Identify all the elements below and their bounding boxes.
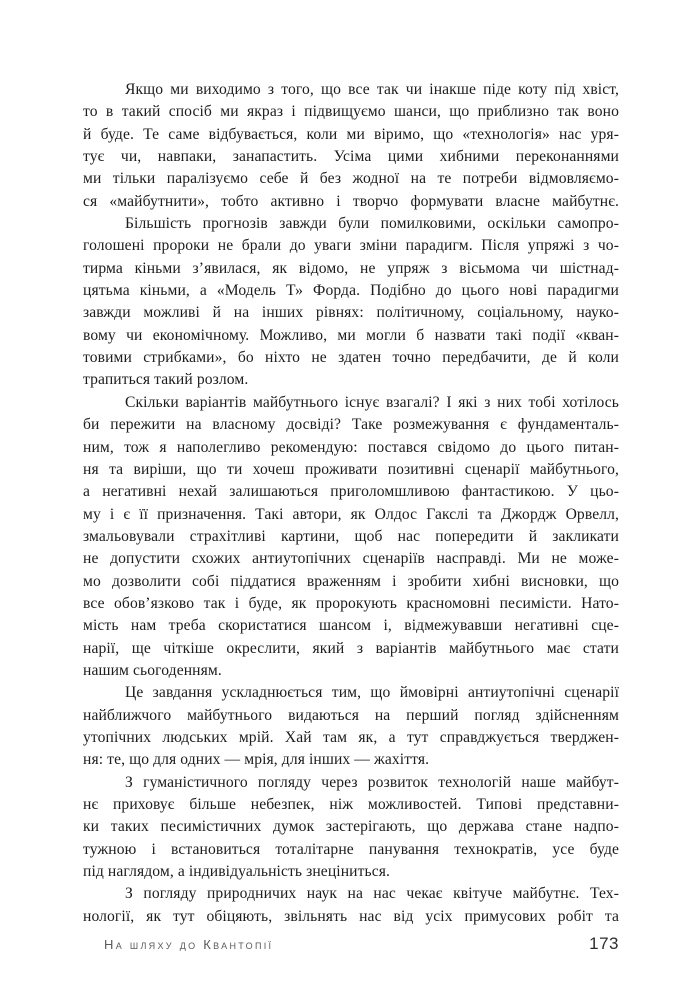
text-line: ки таких песимістичних думок застерігають, що держава стане надпо- bbox=[83, 818, 619, 836]
text-line: змальовували страхітливі картини, щоб нас попередити й закликати bbox=[83, 527, 619, 545]
text-line: то в такий спосіб ми якраз і підвищуємо шанси, що приблизно так воно bbox=[83, 103, 619, 121]
text-line: все обов’язково так і буде, як пророкують красномовні песимісти. Нато- bbox=[83, 594, 619, 612]
text-line: ся «майбутнити», тобто активно і творчо формувати власне майбутнє. bbox=[83, 192, 619, 210]
text-line: утопічних людських мрій. Хай там як, а тут справджується тверджен- bbox=[83, 728, 619, 746]
text-line: під наглядом, а індивідуальність знеціниться. bbox=[83, 863, 391, 881]
text-line: би пережити на власному досвіді? Таке розмежування є фундаменталь- bbox=[83, 416, 619, 434]
text-line: не допустити схожих антиутопічних сценаріїв насправді. Ми не може- bbox=[83, 550, 619, 568]
text-line: вому чи економічному. Можливо, ми могли б назвати такі події «кван- bbox=[83, 326, 619, 344]
text-line: тужною і встановиться тоталітарне панування технократів, усе буде bbox=[83, 840, 619, 858]
text-line: нє приховує більше небезпек, ніж можливостей. Типові представни- bbox=[83, 796, 619, 813]
text-line: Більшість прогнозів завжди були помилковими, оскільки самопро- bbox=[125, 215, 619, 233]
text-line: завжди можливі й на інших рівнях: політичному, соціальному, науко- bbox=[83, 304, 619, 322]
page-number: 173 bbox=[589, 934, 619, 953]
text-line: тує чи, навпаки, занапастить. Усіма цими хибними переконаннями bbox=[83, 148, 619, 166]
text-line: ми тільки паралізуємо себе й без жодної на те потреби відмовляємо- bbox=[83, 170, 619, 188]
text-line: ня: те, що для одних — мрія, для інших — жахіття. bbox=[83, 751, 430, 769]
text-line: ним, тож я наполегливо рекомендую: постався свідомо до цього питан- bbox=[83, 438, 619, 456]
running-title: На шляху до Квантопії bbox=[104, 937, 274, 952]
text-line: голошені пророки не брали до уваги зміни парадигм. Після упряжі з чо- bbox=[83, 237, 619, 255]
text-line: З погляду природничих наук на нас чекає квітуче майбутнє. Тех- bbox=[125, 885, 619, 903]
page-footer bbox=[83, 934, 619, 954]
text-line: цятьма кіньми, а «Модель Т» Форда. Подібно до цього нові парадигми bbox=[83, 282, 619, 300]
text-line: й буде. Те саме відбувається, коли ми віримо, що «технологія» нас уря- bbox=[83, 125, 619, 143]
text-line: му і є її призначення. Такі автори, як Олдос Гакслі та Джордж Орвелл, bbox=[83, 505, 619, 523]
paragraph bbox=[83, 79, 619, 213]
text-line: З гуманістичного погляду через розвиток технологій наше майбут- bbox=[125, 773, 619, 791]
text-line: а негативні нехай залишаються приголомшливою фантастикою. У цьо- bbox=[83, 483, 619, 501]
text-line: нашим сьогоденням. bbox=[83, 661, 222, 679]
paragraph bbox=[83, 682, 619, 771]
paragraph bbox=[83, 213, 619, 392]
text-line: нології, як тут обіцяють, звільнять нас від усіх примусових робіт та bbox=[83, 907, 619, 925]
text-line: нарії, ще чіткіше окреслити, який з варіантів майбутнього має стати bbox=[83, 639, 619, 657]
paragraph bbox=[83, 772, 619, 884]
text-line: Це завдання ускладнюється тим, що ймовірні антиутопічні сценарії bbox=[125, 684, 619, 702]
text-line: найближчого майбутнього видаються на перший погляд здійсненням bbox=[83, 706, 619, 724]
text-line: тирма кіньми з’явилася, як відомо, не упряж з вісьмома чи шістнад- bbox=[83, 259, 619, 277]
paragraph bbox=[83, 392, 619, 682]
text-line: мість нам треба скористатися шансом і, відмежувавши негативні сце- bbox=[83, 617, 619, 635]
text-line: Скільки варіантів майбутнього існує взагалі? І які з них тобі хотілось bbox=[125, 393, 619, 411]
text-line: Якщо ми виходимо з того, що все так чи інакше піде коту під хвіст, bbox=[125, 81, 619, 98]
page-text-column bbox=[83, 79, 619, 928]
text-line: трапиться такий розлом. bbox=[83, 371, 249, 389]
paragraph bbox=[83, 883, 619, 928]
text-line: товими стрибками», бо ніхто не здатен точно передбачити, де й коли bbox=[83, 349, 619, 367]
text-line: мо дозволити собі піддатися враженням і зробити хибні висновки, що bbox=[83, 572, 619, 590]
text-line: ня та виріши, що ти хочеш проживати позитивні сценарії майбутнього, bbox=[83, 460, 619, 478]
